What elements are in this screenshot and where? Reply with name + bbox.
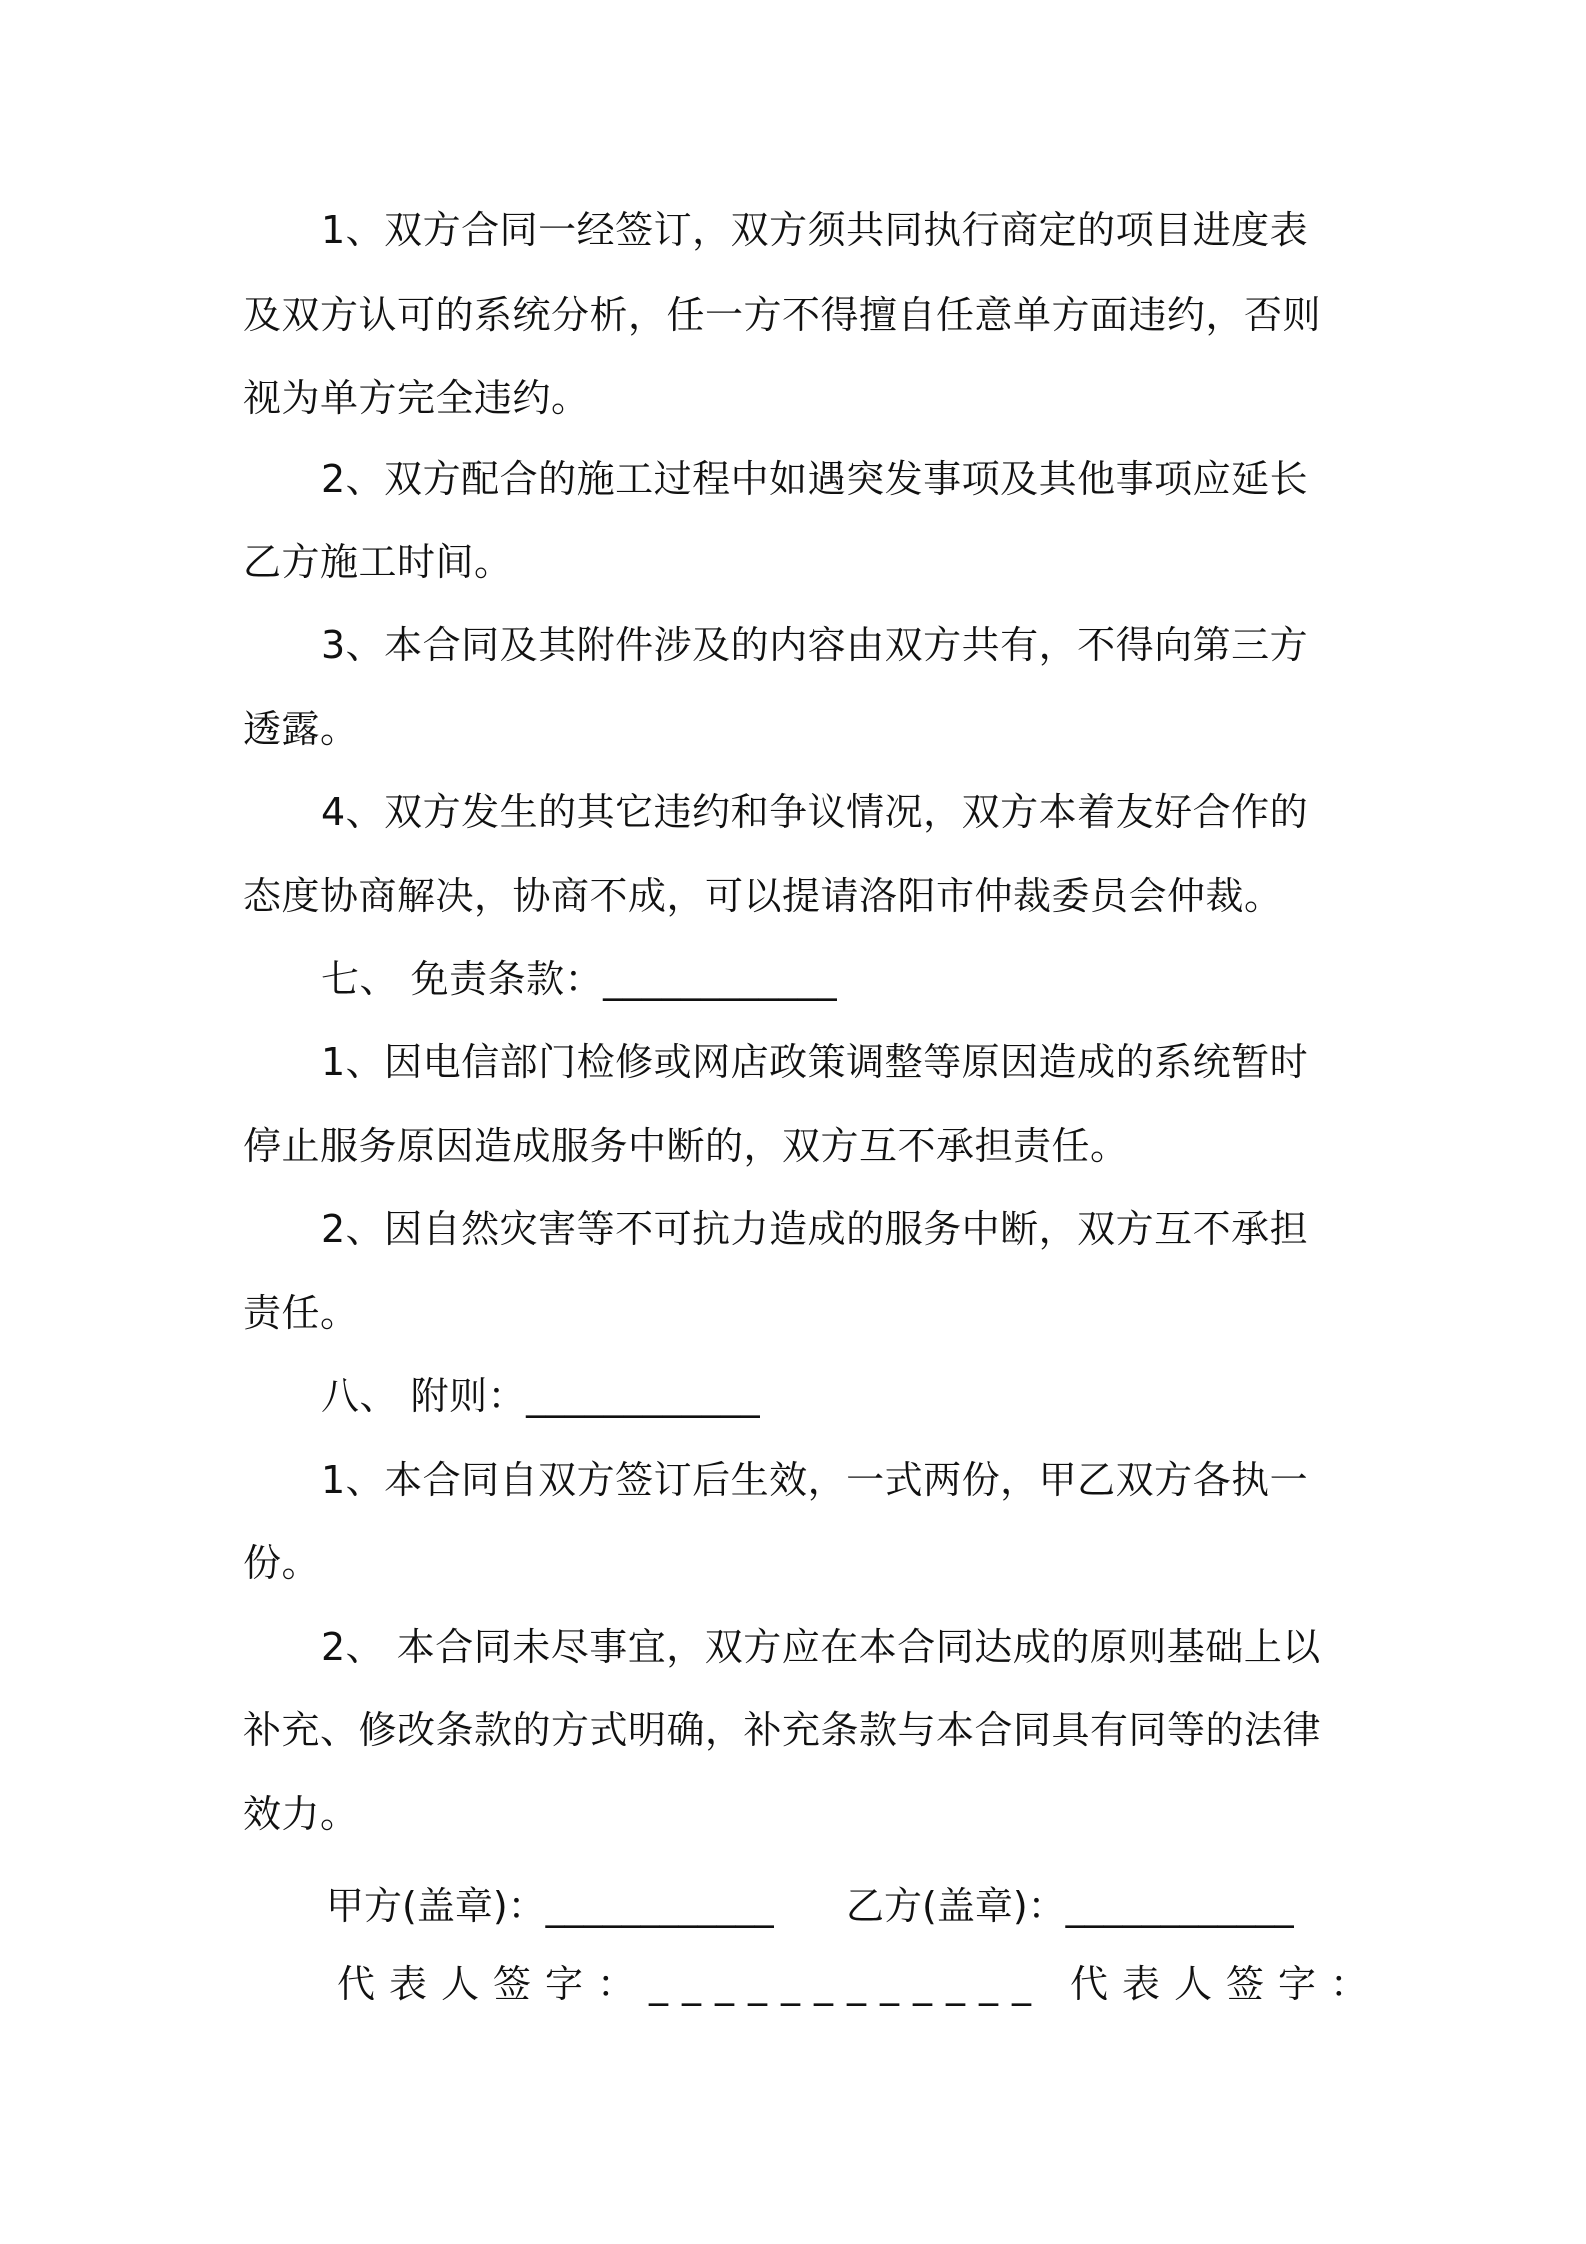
party-a-representative: 代表人签字：____________ <box>337 1962 1046 2006</box>
paragraph-line: 1、因电信部门检修或网店政策调整等原因造成的系统暂时 <box>321 1040 1309 1084</box>
section-heading: 七、 免责条款：____________ <box>321 957 838 1001</box>
party-b-seal: 乙方(盖章)：____________ <box>846 1884 1294 1928</box>
paragraph-line: 1、本合同自双方签订后生效，一式两份，甲乙双方各执一 <box>321 1458 1309 1502</box>
paragraph-line: 态度协商解决，协商不成，可以提请洛阳市仲裁委员会仲裁。 <box>243 874 1283 918</box>
paragraph-line: 2、 本合同未尽事宜，双方应在本合同达成的原则基础上以 <box>321 1625 1321 1669</box>
paragraph-line: 透露。 <box>243 707 359 751</box>
paragraph-line: 4、双方发生的其它违约和争议情况，双方本着友好合作的 <box>321 790 1309 834</box>
paragraph-line: 效力。 <box>243 1792 359 1836</box>
paragraph-line: 视为单方完全违约。 <box>243 376 590 420</box>
paragraph-line: 乙方施工时间。 <box>243 540 513 584</box>
paragraph-line: 份。 <box>243 1541 321 1585</box>
paragraph-line: 及双方认可的系统分析，任一方不得擅自任意单方面违约，否则 <box>243 293 1322 337</box>
paragraph-line: 补充、修改条款的方式明确，补充条款与本合同具有同等的法律 <box>243 1708 1322 1752</box>
section-heading: 八、 附则：____________ <box>321 1374 761 1418</box>
party-a-seal: 甲方(盖章)：____________ <box>326 1884 774 1928</box>
paragraph-line: 2、双方配合的施工过程中如遇突发事项及其他事项应延长 <box>321 457 1309 501</box>
paragraph-line: 1、双方合同一经签订，双方须共同执行商定的项目进度表 <box>321 208 1309 252</box>
party-b-representative: 代表人签字： <box>1070 1962 1383 2006</box>
paragraph-line: 责任。 <box>243 1291 359 1335</box>
paragraph-line: 3、本合同及其附件涉及的内容由双方共有，不得向第三方 <box>321 623 1309 667</box>
paragraph-line: 2、因自然灾害等不可抗力造成的服务中断，双方互不承担 <box>321 1207 1309 1251</box>
paragraph-line: 停止服务原因造成服务中断的，双方互不承担责任。 <box>243 1124 1129 1168</box>
